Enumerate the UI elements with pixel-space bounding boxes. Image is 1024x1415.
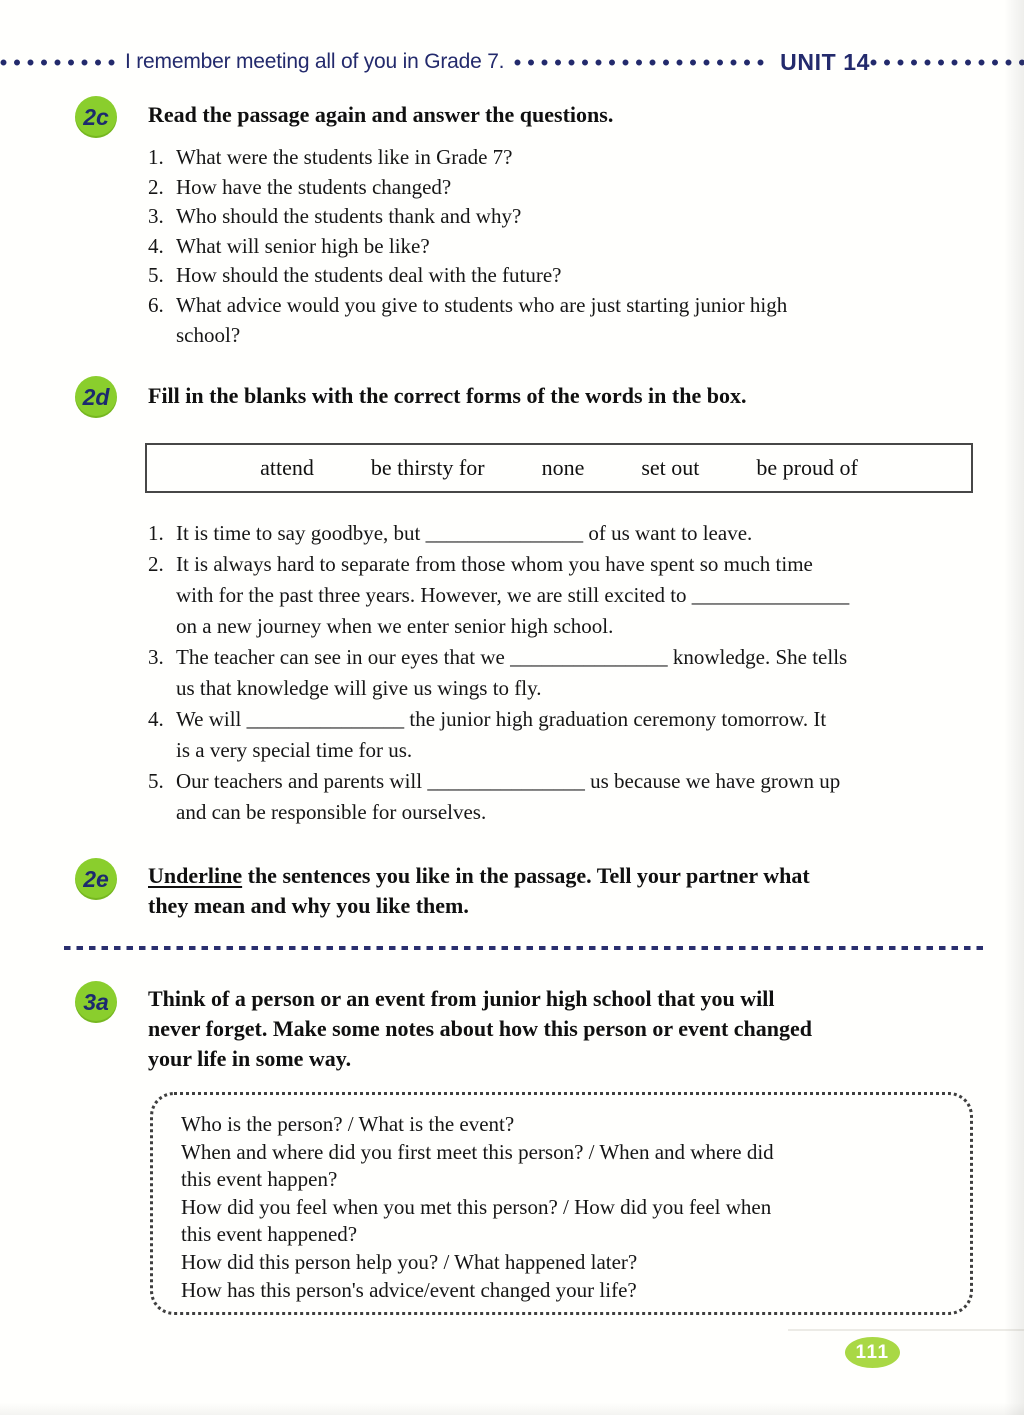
fill-blank-list [148,518,849,828]
word-bank-box [145,443,973,493]
dotted-line-right [870,59,1024,66]
badge-2c [75,96,117,138]
dotted-line-left [0,59,118,66]
question-item: 6. What advice would you give to students who are just starting junior high school? [148,292,788,347]
fill-blank-item: 4. We will _______________ the junior high graduation ceremony tomorrow. It is a very special time for us. [148,707,827,762]
question-list [148,143,787,350]
scan-artifact-line [788,1329,1024,1331]
fill-blank-item: 3. The teacher can see in our eyes that we _______________ knowledge. She tells us that knowledge will give us wings to fly. [148,645,848,700]
word-bank-item: set out [641,455,700,480]
word-bank-item: be thirsty for [370,455,485,480]
unit-label: UNIT 14 [780,48,870,75]
page-number-badge [845,1337,900,1368]
question-item: 1. What were the students like in Grade 7? [148,145,513,169]
section-2c-heading: Read the passage again and answer the questions. [148,102,614,127]
word-bank-item: none [541,455,585,480]
dashed-separator [64,946,985,950]
page-header [0,47,1024,77]
badge-2c-label: 2c [83,103,109,130]
page-bottom-shadow [0,1403,1024,1415]
badge-3a [75,981,117,1023]
section-3a-heading: Think of a person or an event from junior high school that you will never forget. Make some notes about how this person or event changed your life in some way. [148,986,813,1071]
question-item: 2. How have the students changed? [148,174,452,199]
badge-3a-label: 3a [83,988,109,1015]
notes-line: Who is the person? / What is the event? [181,1112,515,1136]
badge-2e [75,858,117,900]
fill-blank-item: 2. It is always hard to separate from those whom you have spent so much time with for the past three years. However, we are still excited to _______________ on a new journey when we enter senior high school. [148,552,850,638]
question-item: 3. Who should the students thank and why? [148,204,522,229]
notes-prompt-box [150,1092,973,1315]
section-2e-heading: Underline the sentences you like in the passage. Tell your partner what they mean and why you like them. [148,863,810,918]
fill-blank-item: 1. It is time to say goodbye, but _______________ of us want to leave. [148,521,753,545]
section-2d-heading: Fill in the blanks with the correct forms of the words in the box. [148,383,747,408]
page-number: 111 [855,1341,890,1363]
notes-line: How has this person's advice/event changed your life? [181,1277,637,1302]
word-bank-item: attend [260,455,314,480]
dotted-line-middle [514,59,768,66]
fill-blank-item: 5. Our teachers and parents will _______________ us because we have grown up and can be responsible for ourselves. [148,769,841,824]
running-title: I remember meeting all of you in Grade 7. [125,50,505,73]
notes-line: How did you feel when you met this person? / How did you feel when [181,1194,772,1219]
badge-2d-label: 2d [82,383,110,410]
underlined-word: Underline [148,863,243,888]
badge-2d [75,376,117,418]
page-edge-shadow [1004,0,1024,1415]
question-item: 5. How should the students deal with the future? [148,263,562,288]
notes-line: this event happened? [181,1222,358,1247]
badge-2e-label: 2e [83,865,109,892]
notes-line: this event happen? [181,1167,338,1192]
question-item: 4. What will senior high be like? [148,233,430,258]
notes-line: How did this person help you? / What happened later? [181,1249,638,1274]
word-bank-item: be proud of [756,455,858,480]
notes-line: When and where did you first meet this person? / When and where did [181,1139,774,1164]
